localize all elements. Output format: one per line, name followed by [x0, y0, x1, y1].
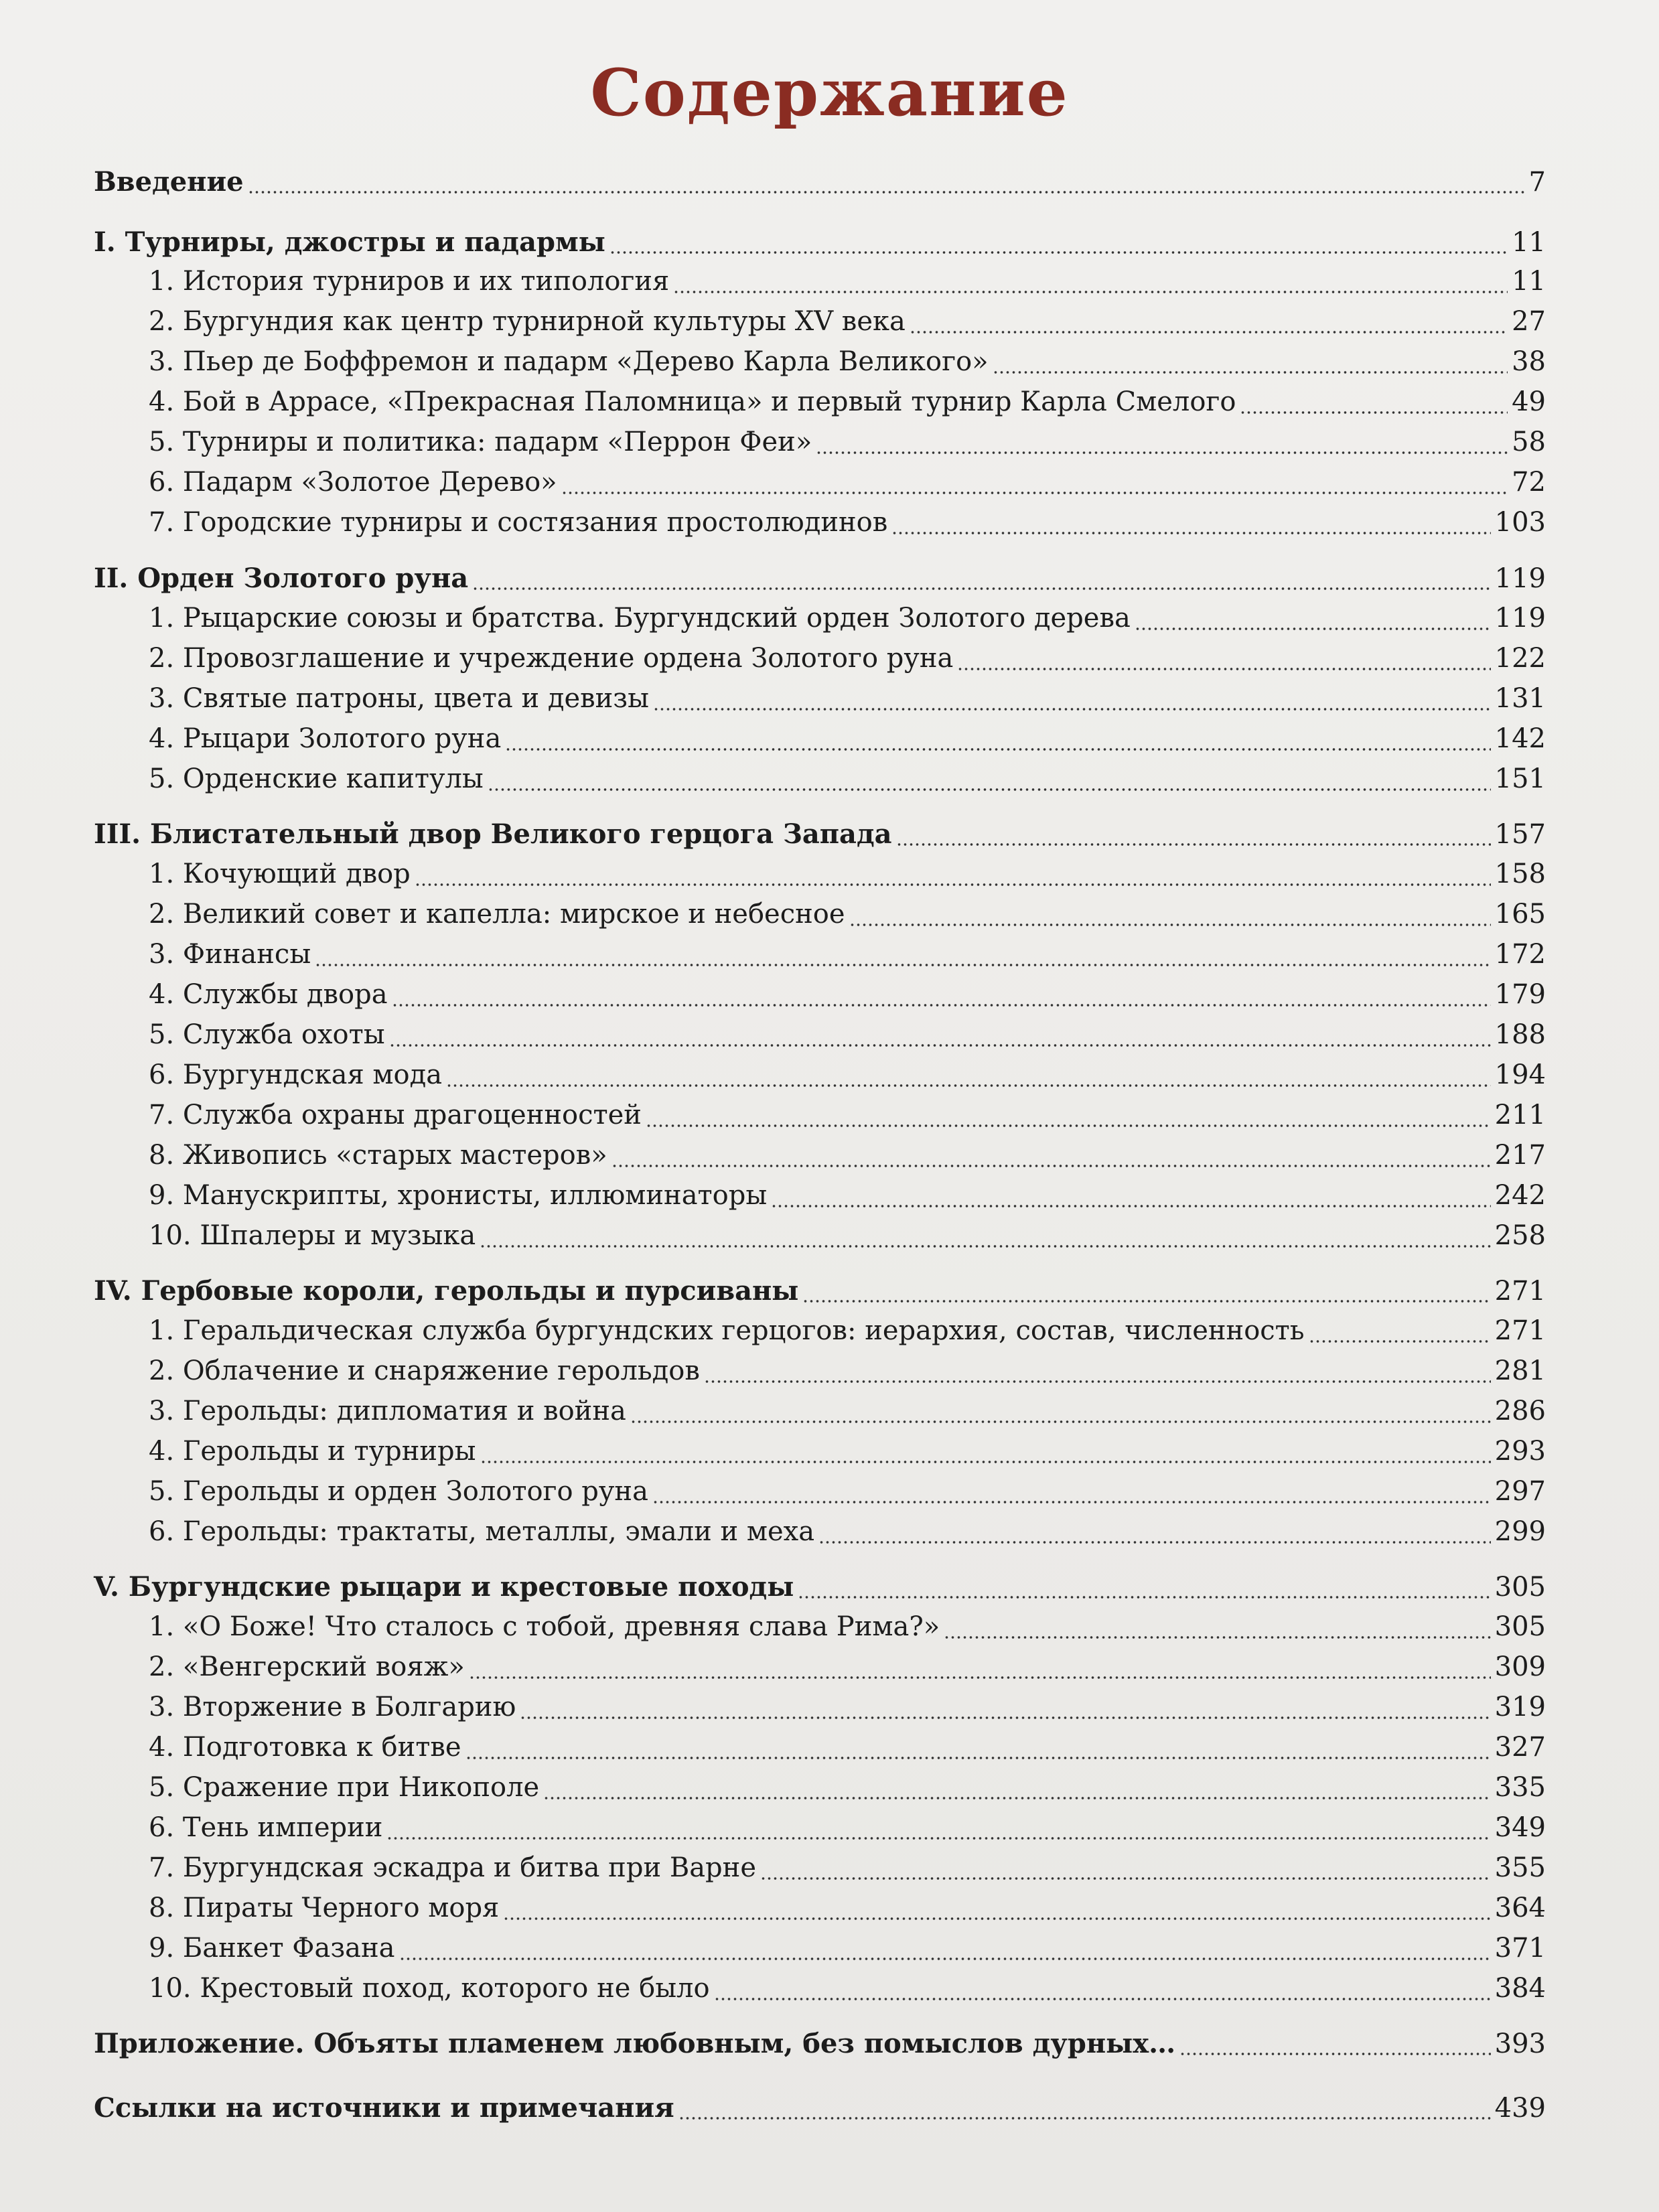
entry-page: 393 [1494, 2029, 1546, 2059]
entry-page: 151 [1494, 763, 1546, 794]
dot-leader [543, 1797, 1490, 1799]
dot-leader [465, 1757, 1491, 1759]
toc-item[interactable] [94, 1355, 1546, 1392]
dot-leader [399, 1958, 1491, 1960]
entry-label: 10. Крестовый поход, которого не было [149, 1973, 710, 2004]
entry-label: 9. Банкет Фазана [149, 1933, 395, 1964]
toc-item[interactable] [94, 266, 1546, 302]
toc-item[interactable] [94, 386, 1546, 423]
toc-item[interactable] [94, 1220, 1546, 1256]
toc-item[interactable] [94, 1611, 1546, 1647]
entry-label: 5. Орденские капитулы [149, 763, 484, 794]
toc-chapter-5[interactable] [94, 1571, 1546, 1607]
dot-leader [611, 1165, 1491, 1167]
entry-page: 297 [1494, 1476, 1546, 1507]
dot-leader [798, 1596, 1490, 1599]
dot-leader [652, 1501, 1491, 1503]
toc-item[interactable] [94, 899, 1546, 935]
dot-leader [446, 1084, 1491, 1087]
entry-label: 1. Рыцарские союзы и братства. Бургундский орден Золотого дерева [149, 603, 1131, 634]
dot-leader [910, 331, 1508, 334]
entry-page: 384 [1494, 1973, 1546, 2004]
entry-label: 8. Живопись «старых мастеров» [149, 1140, 607, 1171]
entry-page: 293 [1494, 1436, 1546, 1467]
dot-leader [469, 1676, 1491, 1679]
entry-label: 4. Герольды и турниры [149, 1436, 476, 1467]
entry-label: 1. Геральдическая служба бургундских герцогов: иерархия, состав, численность [149, 1315, 1305, 1346]
entry-page: 165 [1494, 899, 1546, 930]
toc-item[interactable] [94, 1140, 1546, 1176]
entry-label: 6. Бургундская мода [149, 1059, 443, 1090]
entry-page: 158 [1494, 859, 1546, 889]
dot-leader [480, 1461, 1491, 1463]
dot-leader [714, 1998, 1491, 2000]
entry-page: 364 [1494, 1893, 1546, 1923]
entry-label: 4. Бой в Аррасе, «Прекрасная Паломница» и первый турнир Карла Смелого [149, 386, 1236, 417]
dot-leader [389, 1044, 1491, 1047]
toc-item[interactable] [94, 1100, 1546, 1136]
entry-label: 1. «О Боже! Что сталось с тобой, древняя слава Рима?» [149, 1611, 940, 1642]
entry-label: 7. Служба охраны драгоценностей [149, 1100, 642, 1130]
entry-label: II. Орден Золотого руна [94, 563, 469, 594]
entry-page: 188 [1494, 1019, 1546, 1050]
toc-item[interactable] [94, 859, 1546, 895]
toc-item[interactable] [94, 1516, 1546, 1552]
toc-item[interactable] [94, 1019, 1546, 1055]
entry-page: 335 [1494, 1772, 1546, 1803]
toc-item[interactable] [94, 507, 1546, 543]
dot-leader [561, 492, 1508, 494]
entry-page: 211 [1494, 1100, 1546, 1130]
entry-label: 2. «Венгерский вояж» [149, 1651, 465, 1682]
dot-leader [891, 532, 1490, 534]
entry-label: 5. Герольды и орден Золотого руна [149, 1476, 648, 1507]
entry-page: 327 [1494, 1732, 1546, 1763]
entry-page: 119 [1494, 603, 1546, 634]
entry-label: 4. Службы двора [149, 979, 388, 1010]
entry-page: 11 [1512, 227, 1546, 258]
entry-label: 5. Турниры и политика: падарм «Перрон Феи» [149, 427, 812, 457]
entry-page: 242 [1494, 1180, 1546, 1211]
entry-page: 38 [1512, 346, 1546, 377]
dot-leader [392, 1004, 1491, 1007]
entry-label: Ссылки на источники и примечания [94, 2092, 674, 2124]
dot-leader [1240, 411, 1508, 414]
toc-item[interactable] [94, 1933, 1546, 1969]
entry-page: 309 [1494, 1651, 1546, 1682]
entry-label: 5. Сражение при Никополе [149, 1772, 540, 1803]
toc-item[interactable] [94, 1852, 1546, 1889]
entry-page: 271 [1494, 1276, 1546, 1307]
toc-item[interactable] [94, 603, 1546, 639]
entry-page: 49 [1512, 386, 1546, 417]
entry-page: 319 [1494, 1692, 1546, 1722]
toc-item[interactable] [94, 1893, 1546, 1929]
entry-page: 286 [1494, 1396, 1546, 1426]
entry-label: 3. Герольды: дипломатия и война [149, 1396, 626, 1426]
toc-item[interactable] [94, 427, 1546, 463]
toc-item[interactable] [94, 1476, 1546, 1512]
dot-leader [944, 1636, 1490, 1639]
entry-label: Введение [94, 166, 244, 198]
toc-item[interactable] [94, 1772, 1546, 1808]
dot-leader [849, 924, 1491, 926]
entry-page: 157 [1494, 819, 1546, 850]
dot-leader [503, 1917, 1490, 1920]
toc-item[interactable] [94, 1651, 1546, 1688]
entry-label: 1. История турниров и их типология [149, 266, 670, 297]
toc-item[interactable] [94, 763, 1546, 800]
entry-page: 11 [1512, 266, 1546, 297]
toc-item[interactable] [94, 1732, 1546, 1768]
page-title: Содержание [590, 55, 1069, 131]
entry-label: 2. Бургундия как центр турнирной культуры XV века [149, 306, 906, 337]
entry-label: 3. Вторжение в Болгарию [149, 1692, 516, 1722]
toc-chapter-2[interactable] [94, 563, 1546, 599]
dot-leader [678, 2117, 1491, 2120]
entry-page: 194 [1494, 1059, 1546, 1090]
toc-chapter-3[interactable] [94, 818, 1546, 855]
entry-label: 9. Манускрипты, хронисты, иллюминаторы [149, 1180, 768, 1211]
entry-page: 27 [1512, 306, 1546, 337]
entry-label: 4. Подготовка к битве [149, 1732, 461, 1763]
entry-label: III. Блистательный двор Великого герцога Запада [94, 818, 892, 850]
entry-label: 2. Облачение и снаряжение герольдов [149, 1355, 700, 1386]
dot-leader [646, 1124, 1491, 1127]
entry-page: 122 [1494, 643, 1546, 674]
entry-page: 349 [1494, 1812, 1546, 1843]
dot-leader [488, 788, 1491, 791]
entry-label: V. Бургундские рыцари и крестовые походы [94, 1571, 794, 1603]
entry-label: 4. Рыцари Золотого руна [149, 723, 502, 754]
entry-page: 281 [1494, 1355, 1546, 1386]
dot-leader [816, 451, 1508, 454]
toc-chapter-4[interactable] [94, 1275, 1546, 1311]
dot-leader [818, 1541, 1491, 1544]
entry-page: 271 [1494, 1315, 1546, 1346]
entry-page: 305 [1494, 1611, 1546, 1642]
toc-item[interactable] [94, 723, 1546, 759]
entry-page: 355 [1494, 1852, 1546, 1883]
toc-item[interactable] [94, 1692, 1546, 1728]
toc-item[interactable] [94, 1973, 1546, 2009]
entry-page: 439 [1494, 2093, 1546, 2124]
dot-leader [609, 251, 1508, 254]
entry-page: 299 [1494, 1516, 1546, 1547]
dot-leader [315, 964, 1490, 966]
entry-page: 72 [1512, 467, 1546, 498]
dot-leader [520, 1716, 1490, 1719]
toc-item[interactable] [94, 939, 1546, 975]
entry-page: 131 [1494, 683, 1546, 714]
entry-label: 1. Кочующий двор [149, 859, 411, 889]
dot-leader [472, 587, 1490, 590]
entry-page: 217 [1494, 1140, 1546, 1171]
entry-page: 103 [1494, 507, 1546, 538]
dot-leader [480, 1245, 1490, 1248]
entry-page: 7 [1528, 167, 1546, 198]
entry-label: Приложение. Объяты пламенем любовным, без помыслов дурных… [94, 2028, 1176, 2059]
toc-item[interactable] [94, 1059, 1546, 1096]
toc-entry-intro[interactable] [94, 166, 1546, 202]
entry-label: 3. Пьер де Боффремон и падарм «Дерево Карла Великого» [149, 346, 989, 377]
entry-page: 179 [1494, 979, 1546, 1010]
toc-item[interactable] [94, 979, 1546, 1015]
dot-leader [505, 748, 1490, 751]
dot-leader [1309, 1340, 1491, 1343]
dot-leader [248, 191, 1525, 194]
entry-label: I. Турниры, джостры и падармы [94, 226, 605, 258]
entry-label: IV. Гербовые короли, герольды и пурсиваны [94, 1275, 799, 1307]
toc-item[interactable] [94, 1396, 1546, 1432]
dot-leader [415, 883, 1491, 886]
toc-item[interactable] [94, 683, 1546, 719]
toc-item[interactable] [94, 1436, 1546, 1472]
toc-chapter-1[interactable] [94, 226, 1546, 263]
toc-item[interactable] [94, 643, 1546, 679]
dot-leader [673, 291, 1508, 293]
entry-label: 2. Великий совет и капелла: мирское и небесное [149, 899, 845, 930]
toc-item[interactable] [94, 467, 1546, 503]
dot-leader [386, 1837, 1490, 1840]
toc-entry-references[interactable] [94, 2092, 1546, 2128]
entry-page: 258 [1494, 1220, 1546, 1251]
dot-leader [771, 1205, 1490, 1207]
entry-label: 3. Финансы [149, 939, 311, 970]
dot-leader [896, 843, 1491, 846]
dot-leader [802, 1300, 1490, 1303]
dot-leader [653, 708, 1491, 711]
entry-label: 6. Герольды: трактаты, металлы, эмали и меха [149, 1516, 815, 1547]
entry-label: 10. Шпалеры и музыка [149, 1220, 476, 1251]
dot-leader [1179, 2053, 1491, 2055]
entry-label: 6. Тень империи [149, 1812, 383, 1843]
entry-page: 172 [1494, 939, 1546, 970]
toc-item[interactable] [94, 346, 1546, 382]
toc-item[interactable] [94, 1812, 1546, 1848]
entry-label: 5. Служба охоты [149, 1019, 385, 1050]
dot-leader [993, 371, 1508, 374]
toc-entry-appendix[interactable] [94, 2028, 1546, 2064]
toc-item[interactable] [94, 306, 1546, 342]
entry-label: 8. Пираты Черного моря [149, 1893, 500, 1923]
dot-leader [630, 1420, 1491, 1423]
entry-page: 58 [1512, 427, 1546, 457]
toc-item[interactable] [94, 1315, 1546, 1351]
toc-item[interactable] [94, 1180, 1546, 1216]
dot-leader [704, 1380, 1491, 1383]
entry-page: 371 [1494, 1933, 1546, 1964]
entry-label: 7. Городские турниры и состязания простолюдинов [149, 507, 888, 538]
entry-page: 142 [1494, 723, 1546, 754]
entry-label: 2. Провозглашение и учреждение ордена Золотого руна [149, 643, 954, 674]
entry-label: 3. Святые патроны, цвета и девизы [149, 683, 649, 714]
entry-page: 305 [1494, 1572, 1546, 1603]
dot-leader [1135, 628, 1491, 630]
entry-page: 119 [1494, 563, 1546, 594]
dot-leader [760, 1877, 1491, 1880]
entry-label: 6. Падарм «Золотое Дерево» [149, 467, 557, 498]
dot-leader [957, 668, 1490, 670]
entry-label: 7. Бургундская эскадра и битва при Варне [149, 1852, 756, 1883]
